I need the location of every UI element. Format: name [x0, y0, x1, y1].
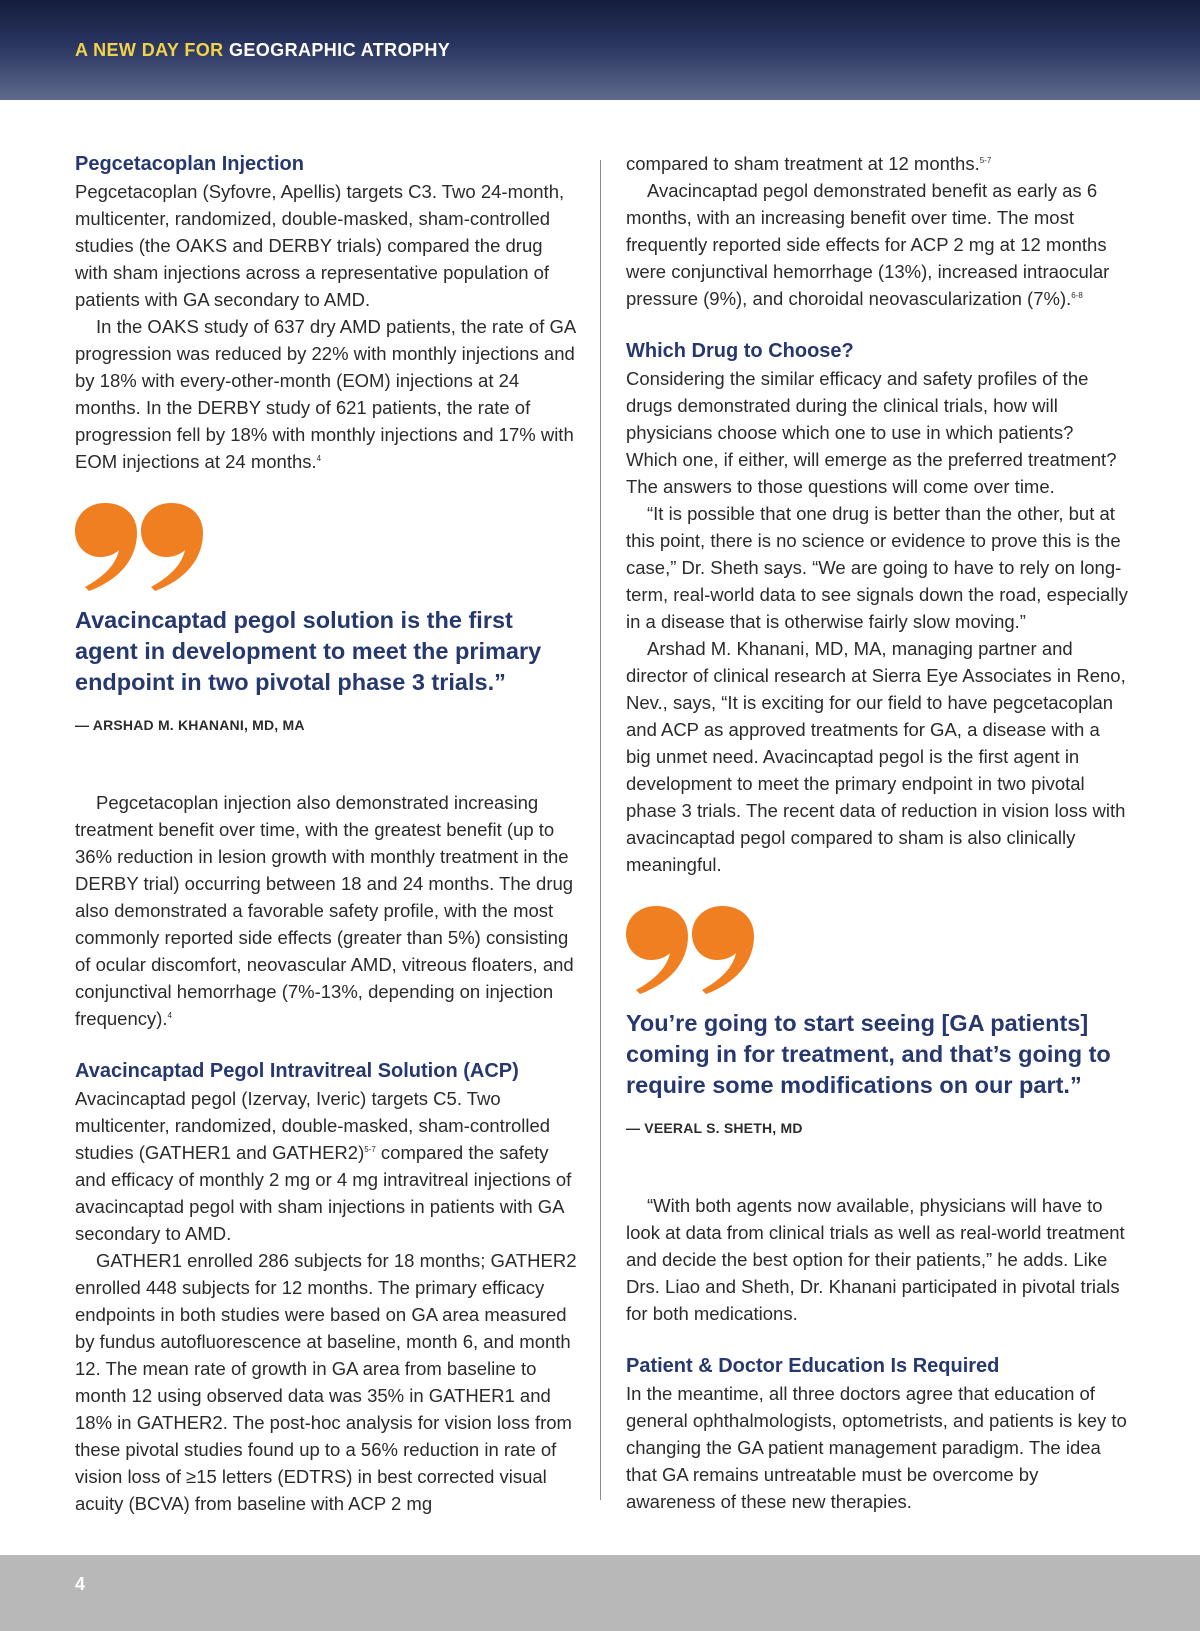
- page-header: [0, 0, 1200, 100]
- left-column: [75, 150, 577, 1517]
- paragraph: Pegcetacoplan injection also demonstrated increasing treatment benefit over time, with the greatest benefit (up to 36% reduction in lesion growth with monthly treatment in the DERBY trial) occurring between 18 and 24 months. The drug also demonstrated a favorable safety profile, with the most commonly reported side effects (greater than 5%) consisting of ocular discomfort, neovascular AMD, vitreous floaters, and conjunctival hemorrhage (7%-13%, depending on injection frequency).$^4$: [75, 792, 574, 1029]
- paragraph: Pegcetacoplan (Syfovre, Apellis) targets C3. Two 24-month, multicenter, randomized, double-masked, sham-controlled studies (the OAKS and DERBY trials) compared the drug with sham injections across a representative population of patients with GA secondary to AMD.: [75, 181, 565, 310]
- quote-mark-icon: [626, 904, 756, 994]
- pull-quote: Avacincaptad pegol solution is the first agent in development to meet the primary endpoint in two pivotal phase 3 trials.”: [75, 607, 542, 695]
- running-head-title: GEOGRAPHIC ATROPHY: [228, 40, 451, 60]
- running-head-accent: A NEW DAY FOR: [75, 40, 224, 60]
- page-footer: [0, 1555, 1200, 1631]
- page-number: 4: [75, 1574, 86, 1594]
- paragraph: Considering the similar efficacy and safety profiles of the drugs demonstrated during the clinical trials, how will physicians choose which one to use in which patients? Which one, if either, will emerge as the preferred treatment? The answers to those questions will come over time.: [626, 368, 1117, 497]
- paragraph: Avacincaptad pegol demonstrated benefit as early as 6 months, with an increasing benefit over time. The most frequently reported side effects for ACP 2 mg at 12 months were conjunctival hemorrhage (13%), increased intraocular pressure (9%), and choroidal neovascularization (7%).$^{6-8}$: [626, 180, 1110, 309]
- pull-quote-attribution: — VEERAL S. SHETH, MD: [626, 1120, 803, 1136]
- column-divider: [600, 160, 601, 1500]
- paragraph: “With both agents now available, physicians will have to look at data from clinical trials as well as real-world treatment and decide the best option for their patients,” he adds. Like Drs. Liao and Sheth, Dr. Khanani participated in pivotal trials for both medications.: [626, 1195, 1125, 1324]
- running-head: [75, 40, 450, 61]
- reference-marker: 4: [167, 1010, 172, 1020]
- reference-marker: 5-7: [364, 1144, 376, 1154]
- pull-quote-attribution: — ARSHAD M. KHANANI, MD, MA: [75, 717, 305, 733]
- paragraph: In the meantime, all three doctors agree that education of general ophthalmologists, optometrists, and patients is key to changing the GA patient management paradigm. The idea that GA remains untreatable must be overcome by awareness of these new therapies.: [626, 1383, 1127, 1512]
- section-heading-acp: Avacincaptad Pegol Intravitreal Solution (ACP): [75, 1060, 519, 1082]
- quote-mark-icon: [75, 501, 205, 591]
- paragraph: Arshad M. Khanani, MD, MA, managing partner and director of clinical research at Sierra Eye Associates in Reno, Nev., says, “It is exciting for our field to have pegcetacoplan and ACP as approved treatments for GA, a disease with a big unmet need. Avacincaptad pegol is the first agent in development to meet the primary endpoint in two pivotal phase 3 trials. The recent data of reduction in vision loss with avacincaptad pegol compared to sham is also clinically meaningful.: [626, 638, 1126, 875]
- section-heading-which-drug: Which Drug to Choose?: [626, 340, 854, 362]
- paragraph: compared to sham treatment at 12 months.$^{5-7}$: [626, 153, 992, 174]
- reference-marker: 6-8: [1071, 290, 1083, 300]
- section-heading-pegcetacoplan: Pegcetacoplan Injection: [75, 153, 304, 175]
- reference-marker: 5-7: [979, 155, 992, 165]
- paragraph: Avacincaptad pegol (Izervay, Iveric) targets C5. Two multicenter, randomized, double-masked, sham-controlled studies (GATHER1 and GATHER2)$^{5-7}$ compared the safety and efficacy of monthly 2 mg or 4 mg intravitreal injections of avacincaptad pegol with sham injections in patients with GA secondary to AMD.: [75, 1088, 572, 1244]
- pull-quote: You’re going to start seeing [GA patients] coming in for treatment, and that’s going to require some modifications on our part.”: [626, 1010, 1111, 1098]
- right-column: [626, 150, 1128, 1515]
- paragraph: GATHER1 enrolled 286 subjects for 18 months; GATHER2 enrolled 448 subjects for 12 months. The primary efficacy endpoints in both studies were based on GA area measured by fundus autofluorescence at baseline, month 6, and month 12. The mean rate of growth in GA area from baseline to month 12 using observed data was 35% in GATHER1 and 18% in GATHER2. The post-hoc analysis for vision loss from these pivotal studies found up to a 56% reduction in rate of vision loss of ≥15 letters (EDTRS) in best corrected visual acuity (BCVA) from baseline with ACP 2 mg: [75, 1250, 577, 1514]
- reference-marker: 4: [316, 453, 322, 463]
- section-heading-education: Patient & Doctor Education Is Required: [626, 1355, 1000, 1377]
- paragraph: “It is possible that one drug is better than the other, but at this point, there is no science or evidence to prove this is the case,” Dr. Sheth says. “We are going to have to rely on long-term, real-world data to see signals down the road, especially in a disease that is otherwise fairly slow moving.”: [626, 503, 1128, 632]
- paragraph: In the OAKS study of 637 dry AMD patients, the rate of GA progression was reduced by 22% with monthly injections and by 18% with every-other-month (EOM) injections at 24 months. In the DERBY study of 621 patients, the rate of progression fell by 18% with monthly injections and 17% with EOM injections at 24 months.$^4$: [75, 316, 576, 472]
